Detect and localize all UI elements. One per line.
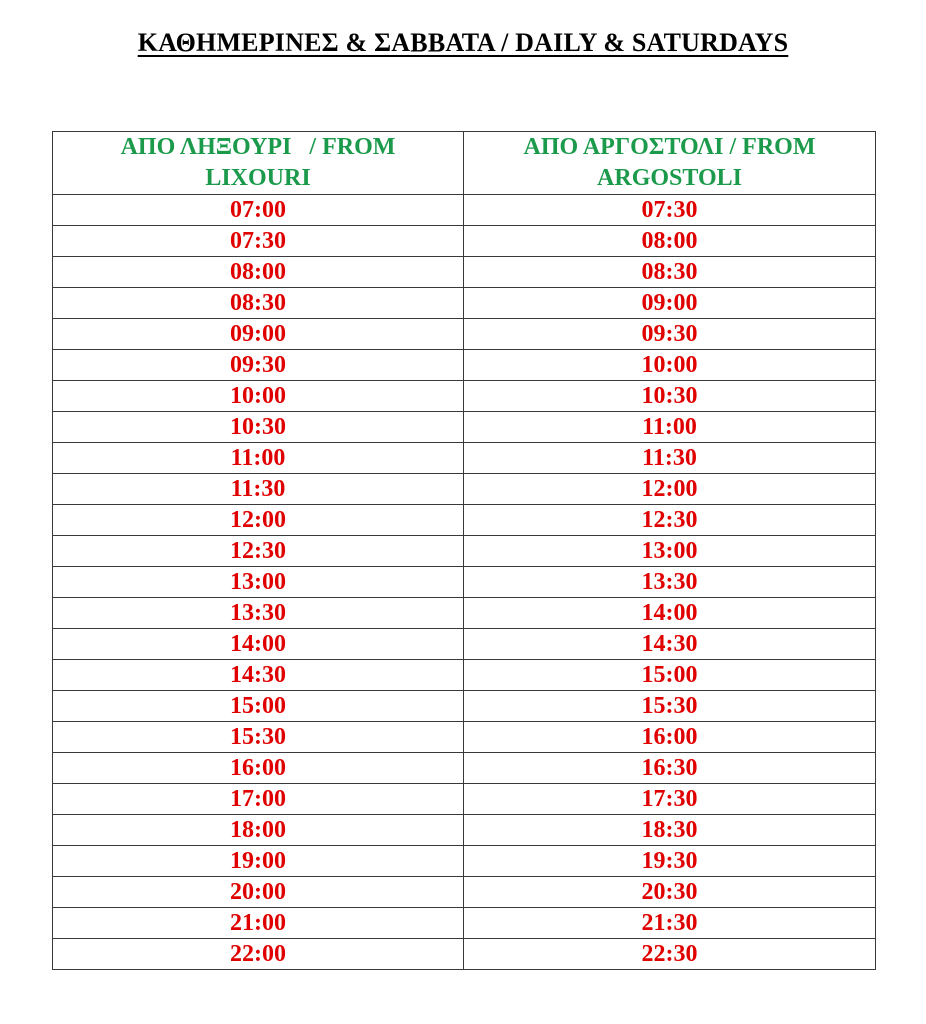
page-title: ΚΑΘΗΜΕΡΙΝΕΣ & ΣΑΒΒΑΤΑ / DAILY & SATURDAYS (137, 28, 789, 57)
departure-time-lixouri: 15:00 (53, 691, 464, 722)
departure-time-argostoli: 08:30 (464, 257, 876, 288)
departure-time-argostoli: 09:30 (464, 319, 876, 350)
table-row (53, 505, 876, 536)
departure-time-argostoli: 18:30 (464, 815, 876, 846)
table-row (53, 598, 876, 629)
departure-time-lixouri: 13:00 (53, 567, 464, 598)
departure-time-argostoli: 13:30 (464, 567, 876, 598)
table-row (53, 629, 876, 660)
departure-time-argostoli: 09:00 (464, 288, 876, 319)
table-row (53, 381, 876, 412)
departure-time-lixouri: 10:00 (53, 381, 464, 412)
departure-time-argostoli: 12:00 (464, 474, 876, 505)
departure-time-lixouri: 12:30 (53, 536, 464, 567)
table-row (53, 195, 876, 226)
departure-time-argostoli: 17:30 (464, 784, 876, 815)
table-row (53, 288, 876, 319)
departure-time-lixouri: 19:00 (53, 846, 464, 877)
table-row (53, 226, 876, 257)
table-row (53, 412, 876, 443)
ferry-timetable (52, 131, 876, 970)
header-from-argostoli-line1: ΑΠΟ ΑΡΓΟΣΤΟΛΙ / FROM (523, 134, 816, 160)
departure-time-argostoli: 11:30 (464, 443, 876, 474)
table-header-row (53, 132, 876, 195)
departure-time-argostoli: 15:00 (464, 660, 876, 691)
header-from-lixouri-line2: LIXOURI (205, 165, 311, 191)
departure-time-argostoli: 20:30 (464, 877, 876, 908)
departure-time-lixouri: 16:00 (53, 753, 464, 784)
departure-time-lixouri: 07:00 (53, 195, 464, 226)
departure-time-lixouri: 09:30 (53, 350, 464, 381)
table-row (53, 753, 876, 784)
departure-time-argostoli: 16:00 (464, 722, 876, 753)
departure-time-lixouri: 11:30 (53, 474, 464, 505)
header-from-argostoli (464, 132, 876, 195)
table-row (53, 846, 876, 877)
departure-time-argostoli: 12:30 (464, 505, 876, 536)
departure-time-lixouri: 21:00 (53, 908, 464, 939)
departure-time-lixouri: 20:00 (53, 877, 464, 908)
departure-time-argostoli: 16:30 (464, 753, 876, 784)
departure-time-lixouri: 10:30 (53, 412, 464, 443)
departure-time-lixouri: 18:00 (53, 815, 464, 846)
departure-time-argostoli: 11:00 (464, 412, 876, 443)
departure-time-lixouri: 22:00 (53, 939, 464, 970)
table-row (53, 908, 876, 939)
table-row (53, 319, 876, 350)
table-row (53, 784, 876, 815)
departure-time-argostoli: 22:30 (464, 939, 876, 970)
table-row (53, 536, 876, 567)
table-row (53, 939, 876, 970)
table-row (53, 815, 876, 846)
header-from-lixouri (53, 132, 464, 195)
table-row (53, 722, 876, 753)
departure-time-argostoli: 10:30 (464, 381, 876, 412)
departure-time-lixouri: 17:00 (53, 784, 464, 815)
departure-time-argostoli: 21:30 (464, 908, 876, 939)
departure-time-lixouri: 15:30 (53, 722, 464, 753)
departure-time-argostoli: 15:30 (464, 691, 876, 722)
timetable-body (53, 195, 876, 970)
table-row (53, 350, 876, 381)
departure-time-lixouri: 08:30 (53, 288, 464, 319)
departure-time-lixouri: 12:00 (53, 505, 464, 536)
header-from-lixouri-line1: ΑΠΟ ΛΗΞΟΥΡΙ / FROM (120, 134, 396, 160)
table-row (53, 443, 876, 474)
departure-time-argostoli: 10:00 (464, 350, 876, 381)
table-row (53, 877, 876, 908)
departure-time-lixouri: 11:00 (53, 443, 464, 474)
departure-time-argostoli: 08:00 (464, 226, 876, 257)
table-row (53, 474, 876, 505)
departure-time-lixouri: 08:00 (53, 257, 464, 288)
departure-time-argostoli: 13:00 (464, 536, 876, 567)
header-from-argostoli-line2: ARGOSTOLI (597, 165, 742, 191)
departure-time-argostoli: 14:00 (464, 598, 876, 629)
departure-time-argostoli: 07:30 (464, 195, 876, 226)
table-row (53, 660, 876, 691)
table-row (53, 567, 876, 598)
departure-time-lixouri: 07:30 (53, 226, 464, 257)
departure-time-lixouri: 14:00 (53, 629, 464, 660)
table-row (53, 257, 876, 288)
departure-time-lixouri: 14:30 (53, 660, 464, 691)
table-row (53, 691, 876, 722)
departure-time-lixouri: 13:30 (53, 598, 464, 629)
departure-time-argostoli: 19:30 (464, 846, 876, 877)
departure-time-lixouri: 09:00 (53, 319, 464, 350)
departure-time-argostoli: 14:30 (464, 629, 876, 660)
